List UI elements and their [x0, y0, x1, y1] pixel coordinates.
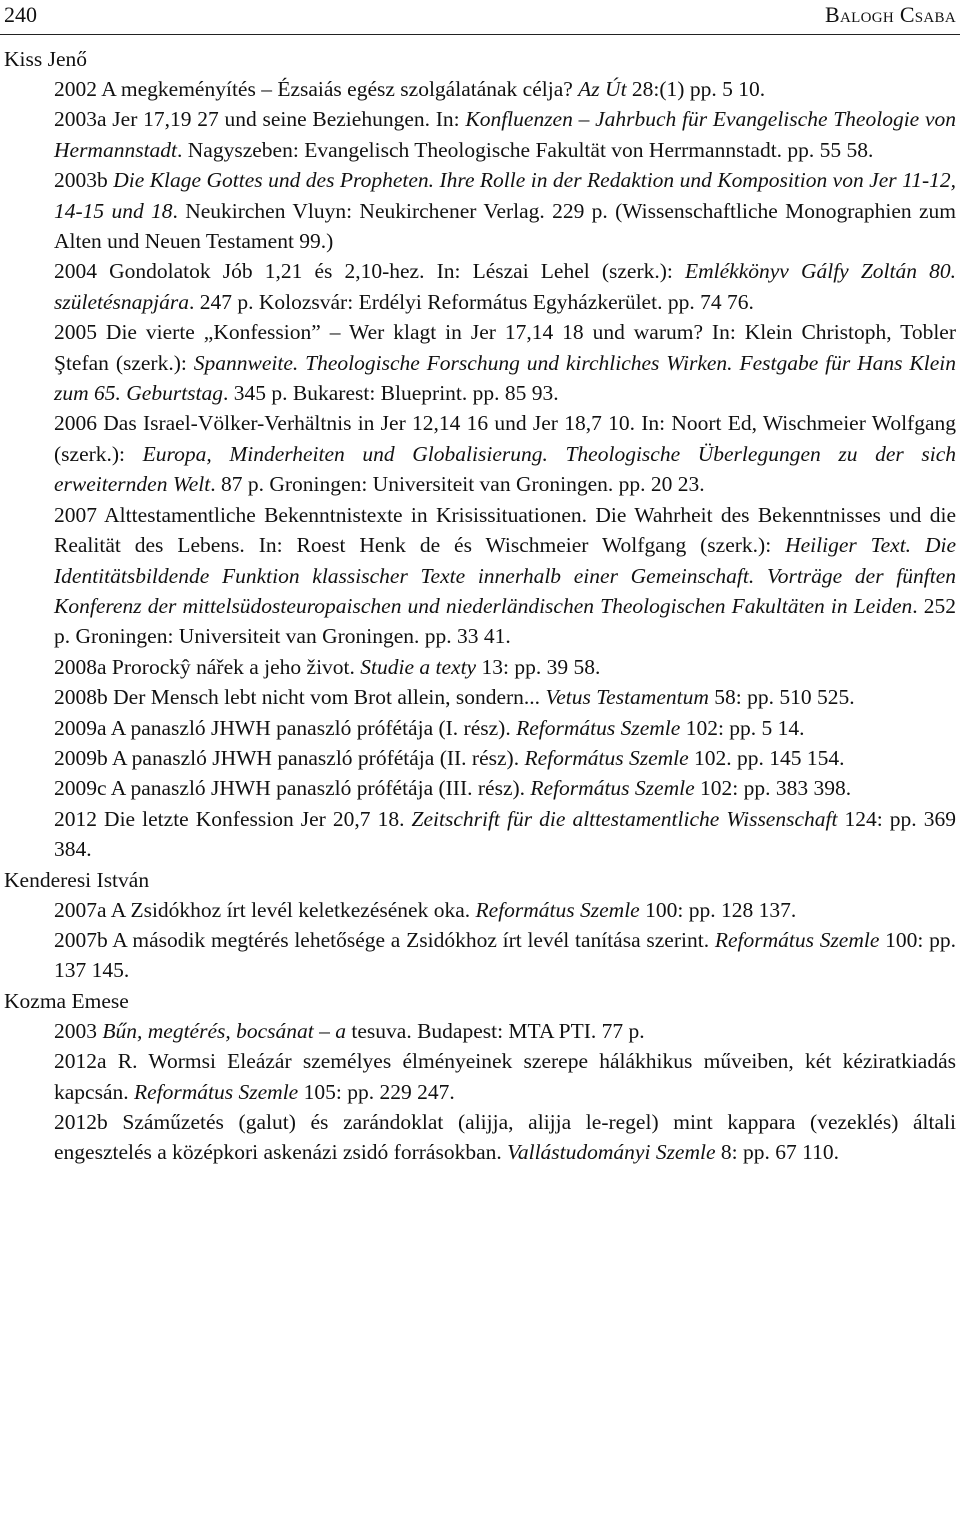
bibliography-entry [54, 74, 956, 104]
entry-text: 2006 Das Israel-Völker-Verhältnis in Jer 12,14 16 und Jer 18,7 10. In: Noort Ed, Wischmeier Wolfgang (szerk.): [54, 411, 956, 466]
entry-title-italic: Az Út [578, 77, 627, 101]
entry-text: 8: pp. 67 110. [715, 1140, 839, 1165]
entry-text: 2005 Die vierte „Konfession” – Wer klagt in Jer 17,14 18 und warum? In: Klein Christoph, Tobler Ştefan (szerk.): [54, 320, 956, 375]
entry-text: . Nagyszeben: Evangelisch Theologische Fakultät von Herrmannstadt. pp. 55 58. [177, 137, 874, 162]
header-rule [0, 34, 960, 35]
entry-title-italic: Konfluenzen – Jahrbuch für Evangelische Theologie von Hermannstadt [54, 107, 957, 162]
entry-text: 2007a A Zsidókhoz írt levél keletkezésének oka. [54, 897, 476, 922]
page-number: 240 [4, 2, 37, 27]
bibliography-entry [54, 682, 956, 712]
entry-text: 13: pp. 39 58. [476, 654, 601, 679]
entry-text: 102: pp. 383 398. [694, 776, 852, 801]
bibliography-entry [54, 500, 956, 652]
entry-title-italic: Zeitschrift für die alttestamentliche Wissenschaft [411, 806, 838, 831]
entry-title-italic: Református Szemle [516, 715, 681, 740]
entry-title-italic: Vetus Testamentum [545, 685, 709, 710]
entry-title-italic: Református Szemle [714, 927, 880, 952]
entry-text: 2009a A panaszló JHWH panaszló prófétája (I. rész). [54, 715, 517, 740]
entry-title-italic: Református Szemle [530, 776, 695, 801]
entry-text: 102: pp. 5 14. [680, 715, 805, 740]
bibliography-entry [54, 743, 956, 773]
entry-text: 100: pp. 128 137. [639, 897, 797, 922]
entry-text: . 345 p. Bukarest: Blueprint. pp. 85 93. [223, 381, 559, 406]
author-section [4, 44, 956, 865]
author-name: Kiss Jenő [4, 47, 88, 71]
bibliography-entry [54, 317, 956, 408]
entry-text: 2009c A panaszló JHWH panaszló prófétája (III. rész). [54, 776, 531, 801]
entry-text: 2008a Prorockŷ nářek a jeho život. [54, 654, 361, 679]
entry-text: 28:(1) pp. 5 10. [626, 77, 766, 101]
entry-text: 2008b Der Mensch lebt nicht vom Brot allein, sondern... [54, 685, 546, 710]
entry-text: 2007 Alttestamentliche Bekenntnistexte in Krisissituationen. Die Wahrheit des Bekenntnisses und die Realität des Lebens. In: Roest Henk de és Wischmeier Wolfgang (szerk.): [54, 502, 956, 558]
bibliography-entry [54, 895, 956, 925]
entry-text: . 87 p. Groningen: Universiteit van Groningen. pp. 20 23. [210, 472, 705, 497]
bibliography [4, 44, 956, 1168]
entry-title-italic: Studie a texty [360, 654, 477, 679]
author-section [4, 865, 956, 986]
entry-title-italic: Református Szemle [475, 897, 640, 922]
bibliography-entry [54, 408, 956, 499]
running-head: Balogh Csaba [825, 2, 956, 27]
author-name: Kenderesi István [4, 867, 150, 892]
bibliography-entry [54, 104, 956, 165]
entry-text: . 247 p. Kolozsvár: Erdélyi Református Egyházkerület. pp. 74 76. [188, 289, 754, 314]
entry-text: 2004 Gondolatok Jób 1,21 és 2,10-hez. In: Lészai Lehel (szerk.): [54, 259, 685, 284]
entry-text: 2012a R. Wormsi Eleázár személyes élményeinek szerepe hálákhikus műveiben, két kéziratkiadás kapcsán. [54, 1049, 956, 1104]
entry-text: 2009b A panaszló JHWH panaszló prófétája (II. rész). [54, 745, 525, 770]
entry-title-italic: Református Szemle [134, 1079, 299, 1104]
entry-text: 2002 A megkeményítés – Ézsaiás egész szolgálatának célja? [54, 77, 579, 101]
entry-title-italic: Emlékkönyv Gálfy Zoltán 80. születésnapjára [54, 259, 956, 314]
entry-title-italic: Spannweite. Theologische Forschung und kirchliches Wirken. Festgabe für Hans Klein zum 65. Geburtstag [54, 350, 956, 406]
entry-text: 2012b Száműzetés (galut) és zarándoklat (alijja, alijja le-regel) mint kappara (vezeklés) általi engesztelés a középkori askenázi zsidó forrásokban. [54, 1110, 956, 1165]
entry-title-italic: Die Klage Gottes und des Propheten. Ihre Rolle in der Redaktion und Komposition von Jer 11-12, 14-15 und 18 [54, 168, 957, 223]
bibliography-entry [54, 713, 956, 743]
entry-text: . Neukirchen Vluyn: Neukirchener Verlag. 229 p. (Wissenschaftliche Monographien zum Alten und Neuen Testament 99.) [54, 198, 956, 254]
entry-title-italic: Bűn, megtérés, bocsánat – a [102, 1018, 347, 1043]
bibliography-entry [54, 1046, 956, 1107]
entry-text: 102. pp. 145 154. [688, 745, 845, 770]
entry-title-italic: Europa, Minderheiten und Globalisierung. Theologische Überlegungen zu der sich erweiternden Welt [54, 441, 957, 497]
entry-title-italic: Vallástudományi Szemle [507, 1140, 716, 1165]
author-section [4, 986, 956, 1168]
running-header [0, 0, 960, 40]
entry-text: 105: pp. 229 247. [298, 1079, 455, 1104]
entry-text: 100: pp. 137 145. [54, 927, 956, 983]
entry-title-italic: Református Szemle [524, 745, 689, 770]
entry-text: 2003a Jer 17,19 27 und seine Beziehungen. In: [54, 107, 466, 132]
bibliography-entry [54, 1016, 956, 1046]
bibliography-entry [54, 804, 956, 865]
entry-text: 2003 [54, 1018, 103, 1043]
bibliography-entry [54, 773, 956, 803]
entry-text: 2007b A második megtérés lehetősége a Zsidókhoz írt levél tanítása szerint. [54, 927, 715, 952]
entry-text: 2003b [54, 168, 114, 193]
entry-text: 2012 Die letzte Konfession Jer 20,7 18. [54, 806, 412, 831]
bibliography-entry [54, 256, 956, 317]
entry-text: 124: pp. 369 384. [54, 806, 956, 862]
bibliography-entry [54, 652, 956, 682]
author-name: Kozma Emese [4, 988, 129, 1013]
entry-text: 58: pp. 510 525. [708, 685, 855, 710]
entry-title-italic: Heiliger Text. Die Identitätsbildende Funktion klassischer Texte innerhalb einer Gemeinschaft. Vorträge der fünften Konferenz der mittelsüdosteuropaischen und niederländischen Theologischen Fakultäten in Leiden [54, 533, 956, 618]
bibliography-entry [54, 165, 956, 256]
bibliography-entry [54, 1107, 956, 1168]
bibliography-entry [54, 925, 956, 986]
entry-text: . 252 p. Groningen: Universiteit van Groningen. pp. 33 41. [54, 593, 956, 649]
entry-text: tesuva. Budapest: MTA PTI. 77 p. [346, 1018, 645, 1043]
